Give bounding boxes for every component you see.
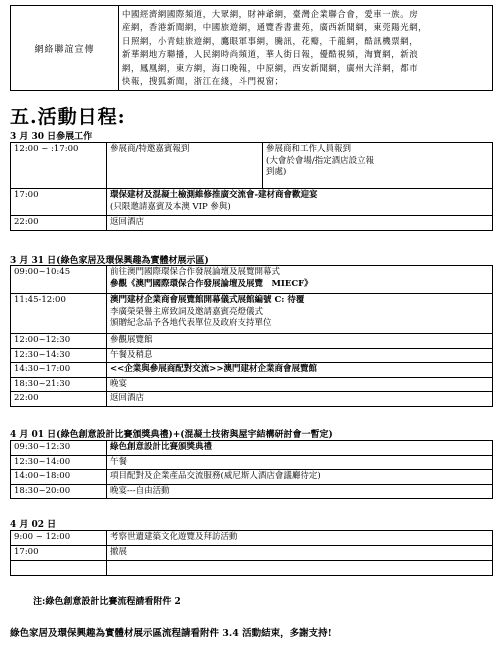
activity-line: 環保建材及混凝土檢測維修推廣交流會-建材商會歡迎宴 xyxy=(110,190,318,200)
table-row xyxy=(11,294,493,334)
network-line: 網，鳳凰網，東方網，海口晚報，中原網，西安新聞網，廣州大洋網，都市 xyxy=(122,62,419,73)
table-row xyxy=(11,363,493,378)
network-line: 日照網，小青蛙旅遊網，鷹眼軍事網，騰訊，花瓣，千龍網，酷訊機票網， xyxy=(122,35,419,46)
time-cell: 11:45-12:00 xyxy=(11,294,107,334)
attachment-note: 注:綠色創意設計比賽流程請看附件 2 xyxy=(33,597,181,607)
closing-note: 綠色家居及環保興趣為實體材展示區流程請看附件 3.4 活動結束，多謝支持! xyxy=(10,628,332,639)
table-row xyxy=(11,377,493,392)
activity-cell xyxy=(107,189,493,216)
activity-line: (只限邀請嘉賓及本澳 VIP 參與) xyxy=(110,201,231,212)
table-row xyxy=(11,561,493,576)
network-promo-table xyxy=(10,5,493,91)
activity-cell: 考察世遺建築文化遊覽及拜訪活動 xyxy=(107,531,493,546)
time-cell: 12:30~14:30 xyxy=(11,348,107,363)
time-cell: 9:00 ~ 12:00 xyxy=(11,531,107,546)
activity-cell: 項目配對及企業產品交流服務(威尼斯人酒店會議廳待定) xyxy=(107,470,493,485)
time-cell: 22:00 xyxy=(11,392,107,407)
activity-cell: 午餐及稍息 xyxy=(107,348,493,363)
activity-line: 李廣榮榮譽主席致詞及邀請嘉賓亮燈儀式 xyxy=(110,306,264,317)
time-cell: 09:30~12:30 xyxy=(11,441,107,456)
day-title-mar30: 3 月 30 日參展工作 xyxy=(10,132,93,142)
network-line: 新華網地方聯播，人民網時尚頻道，華人街日報，優酷視頻，淘寶網，新浪 xyxy=(122,49,419,60)
table-row xyxy=(11,531,493,546)
time-cell: 09:00~10:45 xyxy=(11,266,107,294)
day-title-mar31: 3 月 31 日(綠色家居及環保興趣為實體材展示區) xyxy=(10,256,209,266)
schedule-table-mar30 xyxy=(10,142,493,231)
schedule-table-apr01 xyxy=(10,440,493,499)
table-row xyxy=(11,334,493,349)
activity-cell: 撤展 xyxy=(107,546,493,561)
activity-cell: 午餐 xyxy=(107,455,493,470)
section-title: 五.活動日程: xyxy=(10,106,126,128)
time-cell: 18:30~21:30 xyxy=(11,377,107,392)
table-row xyxy=(11,348,493,363)
table-row xyxy=(11,484,493,499)
time-cell: 14:30~17:00 xyxy=(11,363,107,378)
activity-cell: 返回酒店 xyxy=(107,392,493,407)
activity-cell xyxy=(107,561,493,576)
time-cell: 17:00 xyxy=(11,189,107,216)
network-line: 中國經濟網國際頻道，大眾網，財神爺網，臺灣企業聯合會，愛車一族。房 xyxy=(122,9,419,19)
table-row xyxy=(11,470,493,485)
time-cell: 12:00 ~ :17:00 xyxy=(11,143,107,189)
network-line: 産網，香港新聞網，中國旅遊網，通覽香書畫苑，廣西新聞網，東莞陽光網， xyxy=(122,22,428,33)
activity-line: 澳門建材企業商會展覽館開幕儀式展館編號 C: 待覆 xyxy=(110,295,305,305)
table-row xyxy=(11,266,493,294)
time-cell: 22:00 xyxy=(11,216,107,231)
time-cell: 18:30~20:00 xyxy=(11,484,107,499)
activity-cell: <<企業與參展商配對交流>>澳門建材企業商會展覽館 xyxy=(107,363,493,378)
time-cell: 17:00 xyxy=(11,546,107,561)
table-row xyxy=(11,455,493,470)
activity-detail-cell xyxy=(263,143,493,189)
time-cell: 12:30~14:00 xyxy=(11,455,107,470)
table-row xyxy=(11,143,493,189)
time-cell: 14:00~18:00 xyxy=(11,470,107,485)
detail-line: (大會於會場/指定酒店設立報 xyxy=(266,155,375,166)
activity-line: 參觀《澳門國際環保合作發展論壇及展覽 MIECF》 xyxy=(110,278,313,289)
activity-cell: 晚宴---自由活動 xyxy=(107,484,493,499)
detail-line: 參展商和工作人員報到 xyxy=(266,144,352,154)
activity-cell: 返回酒店 xyxy=(107,216,493,231)
network-promo-row xyxy=(11,6,493,91)
table-row xyxy=(11,189,493,216)
schedule-table-mar31 xyxy=(10,265,493,407)
schedule-table-apr02 xyxy=(10,530,493,576)
table-row xyxy=(11,216,493,231)
table-row xyxy=(11,546,493,561)
day-title-apr01: 4 月 01 日(綠色創意設計比賽頒獎典禮)+(混凝土技術與屋宇結構研討會一暫定) xyxy=(10,430,333,440)
activity-line: 頒贈紀念品予各地代表單位及政府支持單位 xyxy=(110,318,272,328)
activity-cell xyxy=(107,294,493,334)
activity-cell: 晚宴 xyxy=(107,377,493,392)
time-cell: 12:00~12:30 xyxy=(11,334,107,349)
table-row xyxy=(11,441,493,456)
activity-cell: 參觀展覽館 xyxy=(107,334,493,349)
table-row xyxy=(11,392,493,407)
activity-line: 前往澳門國際環保合作發展論壇及展覽開幕式 xyxy=(110,267,281,277)
day-title-apr02: 4 月 02 日 xyxy=(10,520,57,530)
activity-cell: 綠色創意設計比賽頒獎典禮 xyxy=(107,441,493,456)
network-line: 快報，搜狐新聞，浙江在綫，斗門視窗； xyxy=(122,76,284,87)
network-promo-content xyxy=(119,6,493,91)
network-promo-label: 網絡聯誼宣傳 xyxy=(11,6,119,91)
activity-cell xyxy=(107,266,493,294)
time-cell xyxy=(11,561,107,576)
detail-line: 到處) xyxy=(266,167,287,177)
activity-cell: 參展商/特邀嘉賓報到 xyxy=(107,143,263,189)
